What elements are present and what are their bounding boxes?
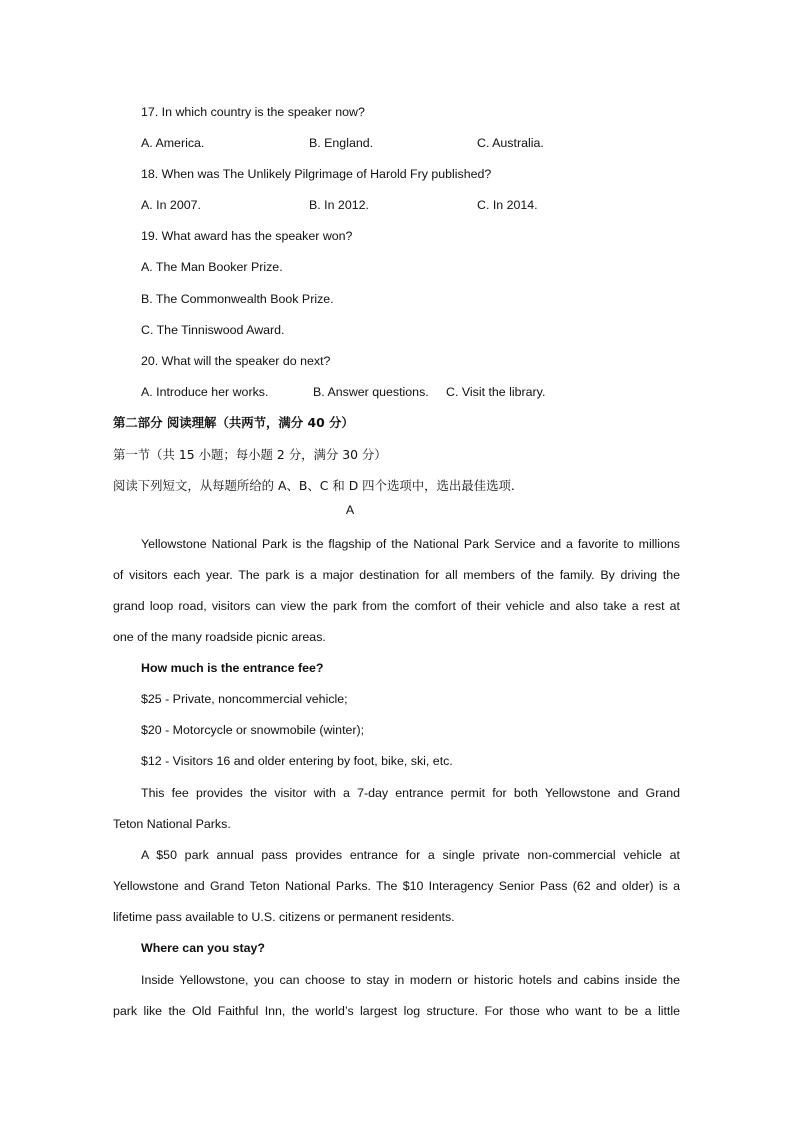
passage-line: This fee provides the visitor with a 7-day entrance permit for both Yellowstone and Grand	[141, 786, 680, 800]
question-18: 18. When was The Unlikely Pilgrimage of Harold Fry published?	[141, 167, 492, 181]
option-a: A. America.	[141, 136, 205, 150]
passage-label: A	[345, 503, 355, 517]
option-b: B. England.	[309, 136, 374, 150]
question-19-option-b: B. The Commonwealth Book Prize.	[141, 292, 334, 306]
passage-line: Inside Yellowstone, you can choose to stay in modern or historic hotels and cabins inside the	[141, 973, 680, 987]
option-b: B. In 2012.	[309, 198, 369, 212]
subheading-entrance-fee: How much is the entrance fee?	[141, 661, 324, 675]
option-b: B. Answer questions.	[313, 385, 429, 399]
passage-line: lifetime pass available to U.S. citizens or permanent residents.	[113, 910, 455, 924]
question-19-option-c: C. The Tinniswood Award.	[141, 323, 285, 337]
section1-heading: 第一节（共 15 小题；每小题 2 分，满分 30 分）	[113, 447, 387, 462]
question-20: 20. What will the speaker do next?	[141, 354, 331, 368]
passage-line: one of the many roadside picnic areas.	[113, 630, 326, 644]
passage-line: park like the Old Faithful Inn, the world’s largest log structure. For those who want to be a little	[113, 1004, 680, 1018]
fee-item: $20 - Motorcycle or snowmobile (winter);	[141, 723, 365, 737]
part2-heading: 第二部分 阅读理解（共两节，满分 40 分）	[113, 415, 354, 430]
passage-line: Teton National Parks.	[113, 817, 231, 831]
passage-line: of visitors each year. The park is a major destination for all members of the family. By driving the	[113, 568, 680, 582]
question-19-option-a: A. The Man Booker Prize.	[141, 260, 283, 274]
passage-line: Yellowstone National Park is the flagship of the National Park Service and a favorite to millions	[141, 537, 680, 551]
fee-item: $12 - Visitors 16 and older entering by foot, bike, ski, etc.	[141, 754, 453, 768]
option-a: A. In 2007.	[141, 198, 201, 212]
section1-instruction: 阅读下列短文，从每题所给的 A、B、C 和 D 四个选项中，选出最佳选项.	[113, 478, 515, 493]
option-c: C. Visit the library.	[446, 385, 546, 399]
option-c: C. Australia.	[477, 136, 544, 150]
question-19: 19. What award has the speaker won?	[141, 229, 353, 243]
question-17: 17. In which country is the speaker now?	[141, 105, 365, 119]
option-c: C. In 2014.	[477, 198, 538, 212]
passage-line: Yellowstone and Grand Teton National Parks. The $10 Interagency Senior Pass (62 and older) is a	[113, 879, 680, 893]
passage-line: A $50 park annual pass provides entrance for a single private non-commercial vehicle at	[141, 848, 680, 862]
passage-line: grand loop road, visitors can view the park from the comfort of their vehicle and also take a rest at	[113, 599, 680, 613]
subheading-where-stay: Where can you stay?	[141, 941, 265, 955]
fee-item: $25 - Private, noncommercial vehicle;	[141, 692, 348, 706]
option-a: A. Introduce her works.	[141, 385, 269, 399]
